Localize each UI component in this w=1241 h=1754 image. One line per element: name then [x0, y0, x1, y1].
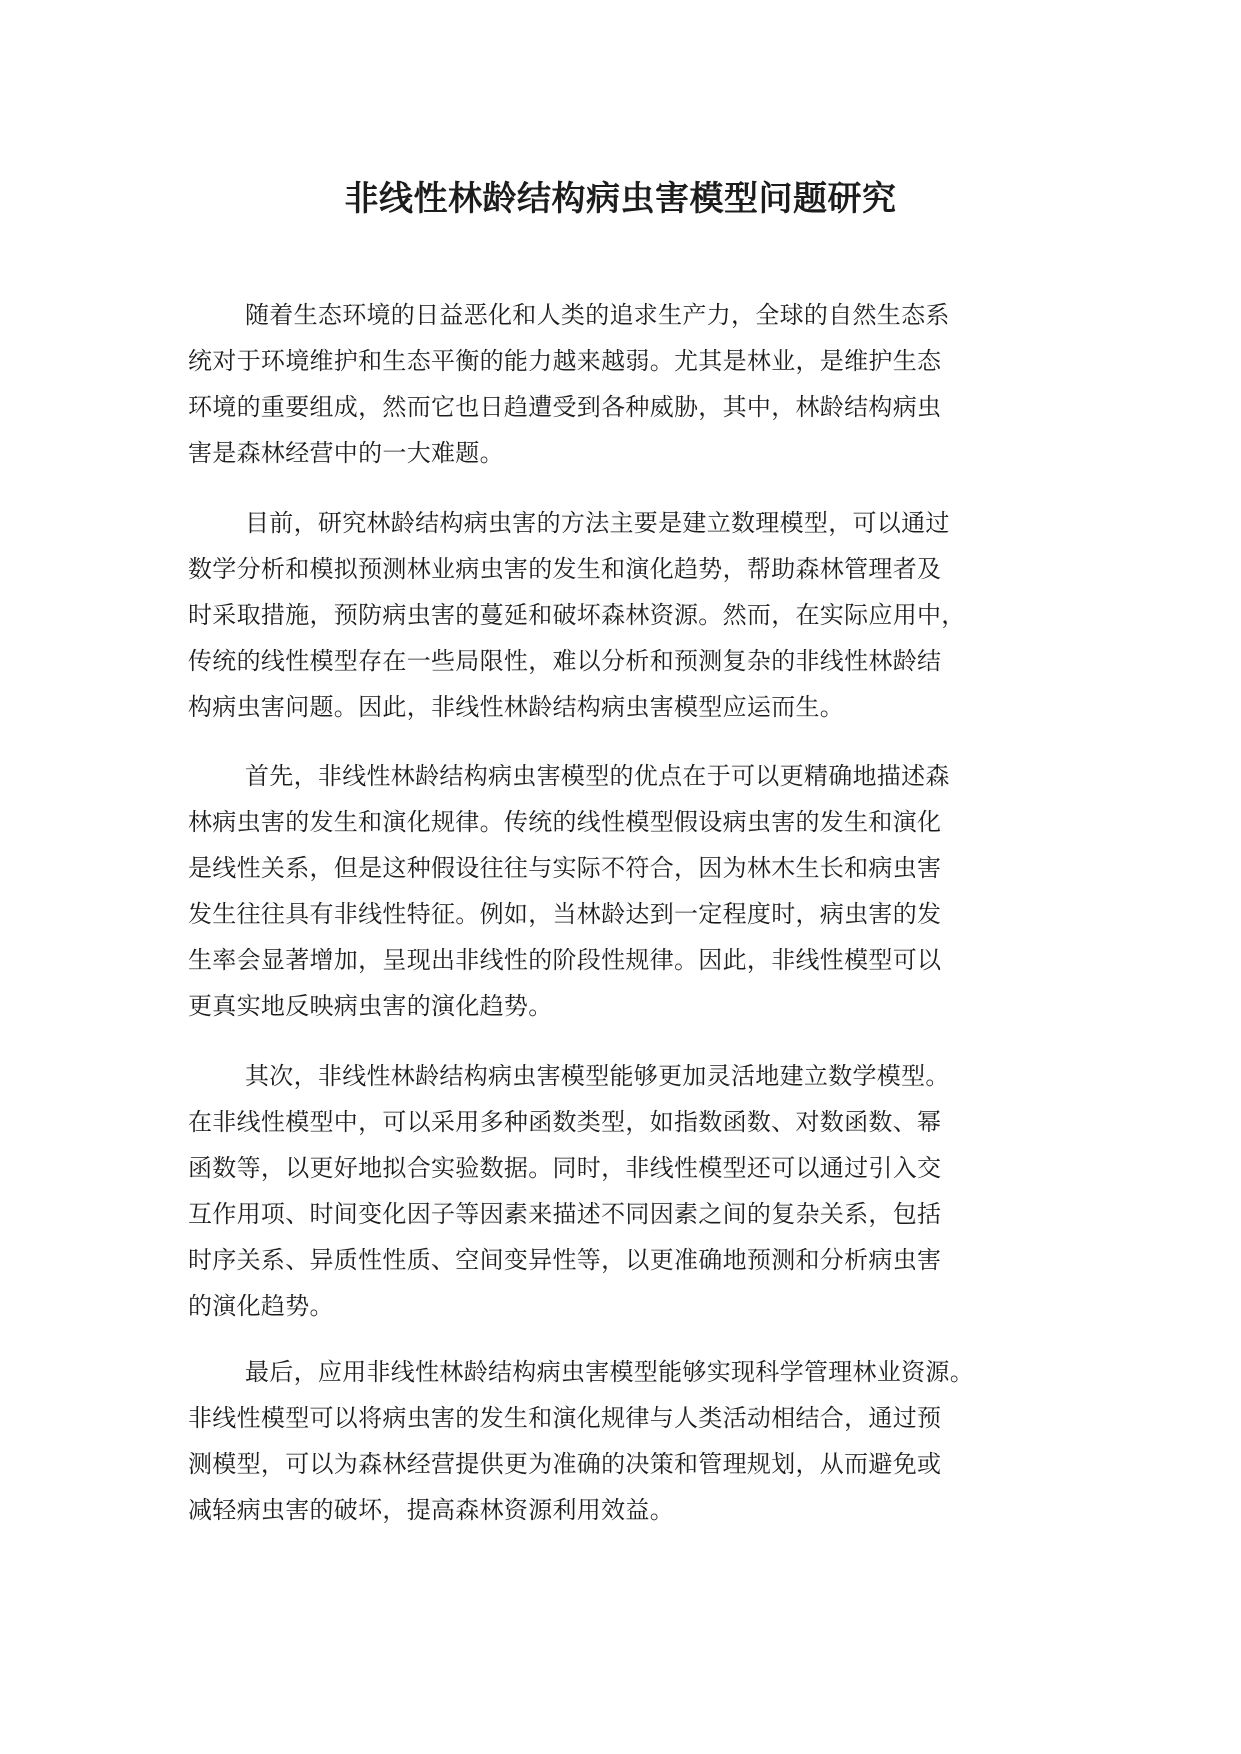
paragraph-line: 是线性关系，但是这种假设往往与实际不符合，因为林木生长和病虫害	[188, 854, 942, 882]
paragraph-line: 首先，非线性林龄结构病虫害模型的优点在于可以更精确地描述森	[245, 762, 950, 790]
paragraph-line: 的演化趋势。	[188, 1292, 334, 1320]
paragraph-line: 发生往往具有非线性特征。例如，当林龄达到一定程度时，病虫害的发	[188, 900, 942, 928]
paragraph-line: 林病虫害的发生和演化规律。传统的线性模型假设病虫害的发生和演化	[188, 808, 942, 836]
paragraph-line: 随着生态环境的日益恶化和人类的追求生产力，全球的自然生态系	[245, 301, 950, 329]
paragraph-line: 函数等，以更好地拟合实验数据。同时，非线性模型还可以通过引入交	[188, 1154, 942, 1182]
paragraph-line: 生率会显著增加，呈现出非线性的阶段性规律。因此，非线性模型可以	[188, 946, 942, 974]
paragraph-line: 数学分析和模拟预测林业病虫害的发生和演化趋势，帮助森林管理者及	[188, 555, 942, 583]
paragraph-line: 互作用项、时间变化因子等因素来描述不同因素之间的复杂关系，包括	[188, 1200, 942, 1228]
paragraph-line: 最后，应用非线性林龄结构病虫害模型能够实现科学管理林业资源。	[245, 1358, 974, 1386]
paragraph-line: 时序关系、异质性性质、空间变异性等，以更准确地预测和分析病虫害	[188, 1246, 942, 1274]
paragraph-line: 传统的线性模型存在一些局限性，难以分析和预测复杂的非线性林龄结	[188, 647, 942, 675]
paragraph-line: 构病虫害问题。因此，非线性林龄结构病虫害模型应运而生。	[188, 693, 845, 721]
paragraph-line: 统对于环境维护和生态平衡的能力越来越弱。尤其是林业，是维护生态	[188, 347, 942, 375]
paragraph-line: 非线性模型可以将病虫害的发生和演化规律与人类活动相结合，通过预	[188, 1404, 942, 1432]
paragraph-line: 时采取措施，预防病虫害的蔓延和破坏森林资源。然而，在实际应用中，	[188, 601, 966, 629]
paragraph-line: 更真实地反映病虫害的演化趋势。	[188, 992, 553, 1020]
paragraph-line: 环境的重要组成，然而它也日趋遭受到各种威胁，其中，林龄结构病虫	[188, 393, 942, 421]
paragraph-line: 测模型，可以为森林经营提供更为准确的决策和管理规划，从而避免或	[188, 1450, 942, 1478]
paragraph-4	[188, 1053, 1078, 1329]
paragraph-line: 害是森林经营中的一大难题。	[188, 439, 504, 467]
paragraph-2	[188, 500, 1078, 730]
paragraph-3	[188, 753, 1078, 1029]
paragraph-line: 在非线性模型中，可以采用多种函数类型，如指数函数、对数函数、幂	[188, 1108, 942, 1136]
document-title: 非线性林龄结构病虫害模型问题研究	[344, 179, 897, 219]
paragraph-line: 减轻病虫害的破坏，提高森林资源利用效益。	[188, 1496, 674, 1524]
paragraph-line: 目前，研究林龄结构病虫害的方法主要是建立数理模型，可以通过	[245, 509, 950, 537]
paragraph-5	[188, 1349, 1078, 1533]
paragraph-1	[188, 292, 1078, 476]
paragraph-line: 其次，非线性林龄结构病虫害模型能够更加灵活地建立数学模型。	[245, 1062, 950, 1090]
